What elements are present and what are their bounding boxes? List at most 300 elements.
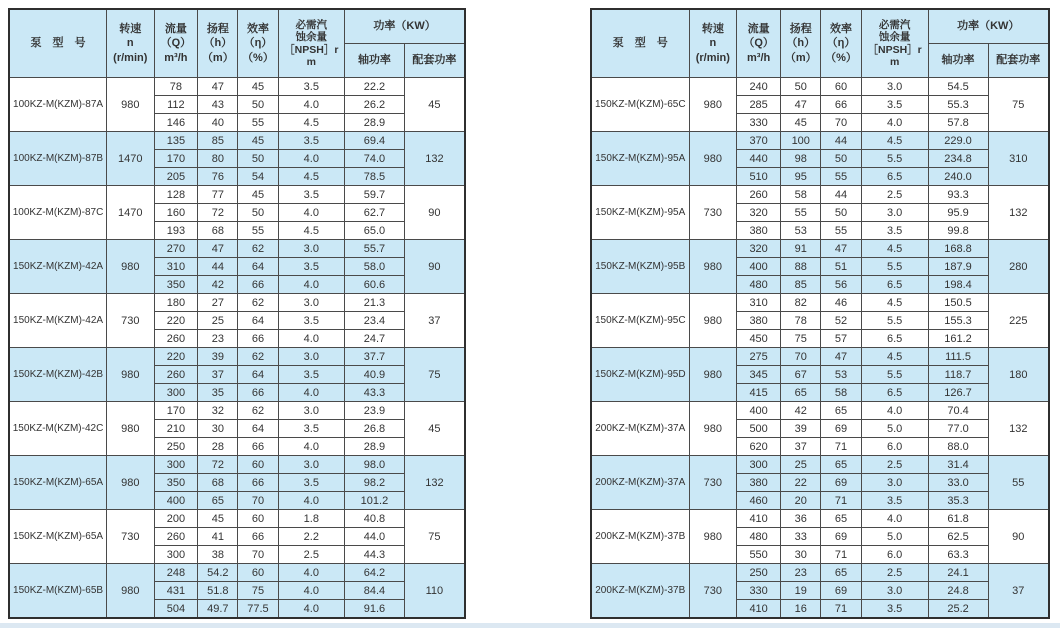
header-npsh-line: 蚀余量 [295, 31, 328, 44]
shaft-power-value: 28.9 [345, 114, 405, 132]
npsh-value: 5.0 [861, 420, 928, 438]
flow-value: 320 [737, 204, 781, 222]
head-value: 76 [198, 168, 238, 186]
header-flow-line: （Q） [743, 37, 774, 50]
shaft-power-value: 88.0 [928, 438, 988, 456]
efficiency-value: 64 [238, 258, 278, 276]
flow-value: 275 [737, 348, 781, 366]
shaft-power-value: 37.7 [345, 348, 405, 366]
speed-cell: 980 [689, 78, 737, 132]
header-speed-line: n [709, 37, 717, 50]
model-cell: 100KZ-M(KZM)-87A [9, 78, 107, 132]
npsh-value: 4.5 [861, 294, 928, 312]
flow-value: 146 [154, 114, 198, 132]
shaft-power-value: 126.7 [928, 384, 988, 402]
table-row [9, 186, 465, 204]
efficiency-value: 65 [821, 564, 861, 582]
matching-power-cell: 132 [404, 132, 465, 186]
head-value: 47 [198, 240, 238, 258]
pump-spec-table-right-wrap [590, 8, 1050, 619]
efficiency-value: 66 [238, 528, 278, 546]
header-head-line: （h） [786, 37, 816, 50]
efficiency-value: 65 [821, 510, 861, 528]
shaft-power-value: 95.9 [928, 204, 988, 222]
model-cell: 200KZ-M(KZM)-37B [591, 564, 689, 619]
header-npsh-line: 蚀余量 [878, 31, 911, 44]
efficiency-value: 64 [238, 420, 278, 438]
model-cell: 200KZ-M(KZM)-37A [591, 456, 689, 510]
flow-value: 350 [154, 276, 198, 294]
shaft-power-value: 55.7 [345, 240, 405, 258]
npsh-value: 3.0 [278, 402, 345, 420]
npsh-value: 3.5 [278, 312, 345, 330]
header-speed-line: n [126, 37, 134, 50]
head-value: 65 [781, 384, 821, 402]
model-cell: 150KZ-M(KZM)-95A [591, 186, 689, 240]
header-matching-power: 配套功率 [988, 44, 1049, 78]
efficiency-value: 62 [238, 402, 278, 420]
npsh-value: 4.0 [278, 438, 345, 456]
flow-value: 300 [154, 456, 198, 474]
header-flow-line: m³/h [164, 51, 188, 64]
speed-cell: 730 [689, 186, 737, 240]
efficiency-value: 62 [238, 240, 278, 258]
speed-cell: 730 [107, 294, 154, 348]
npsh-value: 3.0 [278, 240, 345, 258]
matching-power-cell: 37 [988, 564, 1049, 619]
efficiency-value: 46 [821, 294, 861, 312]
model-cell: 100KZ-M(KZM)-87B [9, 132, 107, 186]
head-value: 68 [198, 474, 238, 492]
head-value: 70 [781, 348, 821, 366]
efficiency-value: 62 [238, 294, 278, 312]
flow-value: 250 [154, 438, 198, 456]
header-head-line: （m） [784, 51, 817, 64]
table-row [591, 510, 1049, 528]
matching-power-cell: 55 [988, 456, 1049, 510]
head-value: 88 [781, 258, 821, 276]
head-value: 85 [781, 276, 821, 294]
head-value: 44 [198, 258, 238, 276]
speed-cell: 730 [689, 456, 737, 510]
shaft-power-value: 25.2 [928, 600, 988, 619]
head-value: 33 [781, 528, 821, 546]
head-value: 37 [198, 366, 238, 384]
npsh-value: 5.5 [861, 312, 928, 330]
shaft-power-value: 35.3 [928, 492, 988, 510]
shaft-power-value: 22.2 [345, 78, 405, 96]
table-row [9, 402, 465, 420]
head-value: 36 [781, 510, 821, 528]
table-row [591, 564, 1049, 582]
shaft-power-value: 24.7 [345, 330, 405, 348]
head-value: 95 [781, 168, 821, 186]
npsh-value: 3.5 [278, 78, 345, 96]
flow-value: 480 [737, 528, 781, 546]
npsh-value: 4.0 [278, 384, 345, 402]
head-value: 35 [198, 384, 238, 402]
flow-value: 460 [737, 492, 781, 510]
efficiency-value: 65 [821, 456, 861, 474]
header-eff-line: （η） [243, 37, 273, 50]
flow-value: 300 [154, 546, 198, 564]
shaft-power-value: 229.0 [928, 132, 988, 150]
efficiency-value: 66 [238, 330, 278, 348]
shaft-power-value: 150.5 [928, 294, 988, 312]
header-flow-line: 流量 [747, 23, 770, 36]
head-value: 53 [781, 222, 821, 240]
shaft-power-value: 240.0 [928, 168, 988, 186]
efficiency-value: 55 [821, 222, 861, 240]
efficiency-value: 64 [238, 366, 278, 384]
npsh-value: 3.0 [278, 294, 345, 312]
efficiency-value: 45 [238, 186, 278, 204]
flow-value: 480 [737, 276, 781, 294]
efficiency-value: 69 [821, 420, 861, 438]
head-value: 37 [781, 438, 821, 456]
efficiency-value: 53 [821, 366, 861, 384]
shaft-power-value: 74.0 [345, 150, 405, 168]
head-value: 41 [198, 528, 238, 546]
table-row [9, 132, 465, 150]
flow-value: 260 [737, 186, 781, 204]
efficiency-value: 66 [238, 384, 278, 402]
matching-power-cell: 132 [988, 402, 1049, 456]
table-row [9, 294, 465, 312]
header-speed [107, 9, 154, 78]
shaft-power-value: 168.8 [928, 240, 988, 258]
head-value: 42 [198, 276, 238, 294]
npsh-value: 4.0 [278, 276, 345, 294]
efficiency-value: 66 [238, 474, 278, 492]
npsh-value: 3.0 [861, 582, 928, 600]
speed-cell: 980 [689, 240, 737, 294]
shaft-power-value: 57.8 [928, 114, 988, 132]
head-value: 42 [781, 402, 821, 420]
npsh-value: 6.5 [861, 384, 928, 402]
shaft-power-value: 24.1 [928, 564, 988, 582]
speed-cell: 980 [107, 240, 154, 294]
npsh-value: 4.0 [861, 114, 928, 132]
table-row [9, 564, 465, 582]
header-flow [737, 9, 781, 78]
shaft-power-value: 187.9 [928, 258, 988, 276]
flow-value: 500 [737, 420, 781, 438]
speed-cell: 980 [689, 402, 737, 456]
flow-value: 510 [737, 168, 781, 186]
shaft-power-value: 63.3 [928, 546, 988, 564]
head-value: 54.2 [198, 564, 238, 582]
table-row [591, 186, 1049, 204]
npsh-value: 2.2 [278, 528, 345, 546]
head-value: 39 [198, 348, 238, 366]
flow-value: 170 [154, 402, 198, 420]
flow-value: 300 [154, 384, 198, 402]
efficiency-value: 56 [821, 276, 861, 294]
shaft-power-value: 84.4 [345, 582, 405, 600]
table-row [9, 348, 465, 366]
speed-cell: 980 [107, 564, 154, 619]
table-row [9, 510, 465, 528]
model-cell: 150KZ-M(KZM)-65A [9, 456, 107, 510]
npsh-value: 4.5 [278, 168, 345, 186]
header-efficiency [238, 9, 278, 78]
flow-value: 285 [737, 96, 781, 114]
flow-value: 400 [154, 492, 198, 510]
npsh-value: 2.5 [861, 186, 928, 204]
shaft-power-value: 91.6 [345, 600, 405, 619]
speed-cell: 980 [689, 132, 737, 186]
efficiency-value: 47 [821, 240, 861, 258]
efficiency-value: 65 [821, 402, 861, 420]
flow-value: 345 [737, 366, 781, 384]
efficiency-value: 57 [821, 330, 861, 348]
flow-value: 370 [737, 132, 781, 150]
efficiency-value: 45 [238, 132, 278, 150]
shaft-power-value: 31.4 [928, 456, 988, 474]
flow-value: 205 [154, 168, 198, 186]
table-row [591, 456, 1049, 474]
flow-value: 128 [154, 186, 198, 204]
flow-value: 504 [154, 600, 198, 619]
header-eff-line: （η） [826, 37, 856, 50]
efficiency-value: 62 [238, 348, 278, 366]
header-head [198, 9, 238, 78]
shaft-power-value: 62.5 [928, 528, 988, 546]
model-cell: 150KZ-M(KZM)-42B [9, 348, 107, 402]
shaft-power-value: 101.2 [345, 492, 405, 510]
npsh-value: 4.0 [278, 564, 345, 582]
shaft-power-value: 54.5 [928, 78, 988, 96]
efficiency-value: 70 [821, 114, 861, 132]
header-efficiency [821, 9, 861, 78]
header-head [781, 9, 821, 78]
speed-cell: 980 [107, 402, 154, 456]
efficiency-value: 64 [238, 312, 278, 330]
shaft-power-value: 33.0 [928, 474, 988, 492]
matching-power-cell: 45 [404, 78, 465, 132]
flow-value: 220 [154, 312, 198, 330]
efficiency-value: 69 [821, 528, 861, 546]
header-flow [154, 9, 198, 78]
speed-cell: 1470 [107, 132, 154, 186]
head-value: 23 [781, 564, 821, 582]
shaft-power-value: 60.6 [345, 276, 405, 294]
flow-value: 200 [154, 510, 198, 528]
head-value: 50 [781, 78, 821, 96]
head-value: 30 [781, 546, 821, 564]
shaft-power-value: 59.7 [345, 186, 405, 204]
efficiency-value: 75 [238, 582, 278, 600]
header-power: 功率（KW） [345, 9, 465, 44]
head-value: 38 [198, 546, 238, 564]
shaft-power-value: 161.2 [928, 330, 988, 348]
npsh-value: 4.5 [861, 240, 928, 258]
flow-value: 240 [737, 78, 781, 96]
model-cell: 150KZ-M(KZM)-95B [591, 240, 689, 294]
flow-value: 310 [737, 294, 781, 312]
npsh-value: 3.5 [278, 132, 345, 150]
matching-power-cell: 90 [404, 240, 465, 294]
header-npsh-line: 必需汽 [878, 18, 911, 31]
shaft-power-value: 64.2 [345, 564, 405, 582]
head-value: 51.8 [198, 582, 238, 600]
table-body-left [9, 78, 465, 619]
flow-value: 270 [154, 240, 198, 258]
speed-cell: 980 [107, 456, 154, 510]
flow-value: 210 [154, 420, 198, 438]
npsh-value: 5.5 [861, 258, 928, 276]
npsh-value: 4.0 [861, 510, 928, 528]
head-value: 72 [198, 204, 238, 222]
flow-value: 431 [154, 582, 198, 600]
flow-value: 410 [737, 510, 781, 528]
npsh-value: 3.5 [861, 600, 928, 619]
shaft-power-value: 21.3 [345, 294, 405, 312]
flow-value: 248 [154, 564, 198, 582]
flow-value: 220 [154, 348, 198, 366]
model-cell: 200KZ-M(KZM)-37A [591, 402, 689, 456]
speed-cell: 980 [689, 348, 737, 402]
flow-value: 350 [154, 474, 198, 492]
efficiency-value: 52 [821, 312, 861, 330]
efficiency-value: 60 [238, 510, 278, 528]
head-value: 49.7 [198, 600, 238, 619]
efficiency-value: 47 [821, 348, 861, 366]
matching-power-cell: 45 [404, 402, 465, 456]
shaft-power-value: 61.8 [928, 510, 988, 528]
model-cell: 150KZ-M(KZM)-95D [591, 348, 689, 402]
matching-power-cell: 90 [404, 186, 465, 240]
efficiency-value: 54 [238, 168, 278, 186]
flow-value: 160 [154, 204, 198, 222]
head-value: 43 [198, 96, 238, 114]
speed-cell: 730 [107, 510, 154, 564]
npsh-value: 6.5 [861, 330, 928, 348]
table-body-right [591, 78, 1049, 619]
shaft-power-value: 93.3 [928, 186, 988, 204]
npsh-value: 3.0 [861, 204, 928, 222]
efficiency-value: 71 [821, 546, 861, 564]
npsh-value: 4.5 [278, 222, 345, 240]
flow-value: 300 [737, 456, 781, 474]
head-value: 45 [781, 114, 821, 132]
flow-value: 180 [154, 294, 198, 312]
npsh-value: 4.0 [278, 330, 345, 348]
npsh-value: 5.5 [861, 366, 928, 384]
shaft-power-value: 198.4 [928, 276, 988, 294]
head-value: 91 [781, 240, 821, 258]
flow-value: 78 [154, 78, 198, 96]
shaft-power-value: 26.8 [345, 420, 405, 438]
efficiency-value: 50 [238, 150, 278, 168]
pump-spec-table-right [590, 8, 1050, 619]
model-cell: 150KZ-M(KZM)-42C [9, 402, 107, 456]
npsh-value: 5.5 [861, 150, 928, 168]
header-power: 功率（KW） [928, 9, 1049, 44]
efficiency-value: 50 [821, 204, 861, 222]
flow-value: 380 [737, 312, 781, 330]
efficiency-value: 77.5 [238, 600, 278, 619]
npsh-value: 3.5 [278, 474, 345, 492]
shaft-power-value: 69.4 [345, 132, 405, 150]
flow-value: 550 [737, 546, 781, 564]
head-value: 27 [198, 294, 238, 312]
shaft-power-value: 118.7 [928, 366, 988, 384]
flow-value: 260 [154, 528, 198, 546]
shaft-power-value: 43.3 [345, 384, 405, 402]
head-value: 65 [198, 492, 238, 510]
matching-power-cell: 90 [988, 510, 1049, 564]
npsh-value: 4.5 [861, 132, 928, 150]
table-row [9, 456, 465, 474]
efficiency-value: 71 [821, 600, 861, 619]
efficiency-value: 66 [238, 438, 278, 456]
header-eff-line: （%） [242, 51, 274, 64]
efficiency-value: 70 [238, 492, 278, 510]
header-head-line: （m） [201, 51, 234, 64]
efficiency-value: 45 [238, 78, 278, 96]
npsh-value: 4.0 [278, 492, 345, 510]
flow-value: 170 [154, 150, 198, 168]
npsh-value: 3.5 [278, 420, 345, 438]
efficiency-value: 66 [821, 96, 861, 114]
header-head-line: 扬程 [789, 23, 812, 36]
flow-value: 330 [737, 582, 781, 600]
matching-power-cell: 75 [988, 78, 1049, 132]
table-row [591, 240, 1049, 258]
model-cell: 200KZ-M(KZM)-37B [591, 510, 689, 564]
efficiency-value: 71 [821, 492, 861, 510]
flow-value: 193 [154, 222, 198, 240]
matching-power-cell: 110 [404, 564, 465, 619]
matching-power-cell: 75 [404, 510, 465, 564]
head-value: 25 [198, 312, 238, 330]
npsh-value: 1.8 [278, 510, 345, 528]
header-npsh-line: m [306, 55, 316, 68]
header-shaft-power: 轴功率 [345, 44, 405, 78]
matching-power-cell: 132 [988, 186, 1049, 240]
flow-value: 620 [737, 438, 781, 456]
speed-cell: 980 [107, 78, 154, 132]
model-cell: 150KZ-M(KZM)-42A [9, 240, 107, 294]
head-value: 47 [781, 96, 821, 114]
head-value: 55 [781, 204, 821, 222]
model-cell: 150KZ-M(KZM)-95C [591, 294, 689, 348]
header-flow-line: （Q） [160, 37, 192, 50]
shaft-power-value: 23.9 [345, 402, 405, 420]
head-value: 39 [781, 420, 821, 438]
head-value: 22 [781, 474, 821, 492]
npsh-value: 4.0 [278, 96, 345, 114]
npsh-value: 6.0 [861, 438, 928, 456]
head-value: 67 [781, 366, 821, 384]
model-cell: 150KZ-M(KZM)-65A [9, 510, 107, 564]
flow-value: 330 [737, 114, 781, 132]
bottom-strip [0, 623, 1060, 628]
head-value: 28 [198, 438, 238, 456]
head-value: 20 [781, 492, 821, 510]
shaft-power-value: 234.8 [928, 150, 988, 168]
speed-cell: 730 [689, 564, 737, 619]
head-value: 16 [781, 600, 821, 619]
efficiency-value: 55 [238, 222, 278, 240]
head-value: 78 [781, 312, 821, 330]
head-value: 30 [198, 420, 238, 438]
header-speed-line: (r/min) [113, 51, 148, 64]
efficiency-value: 60 [821, 78, 861, 96]
flow-value: 260 [154, 366, 198, 384]
